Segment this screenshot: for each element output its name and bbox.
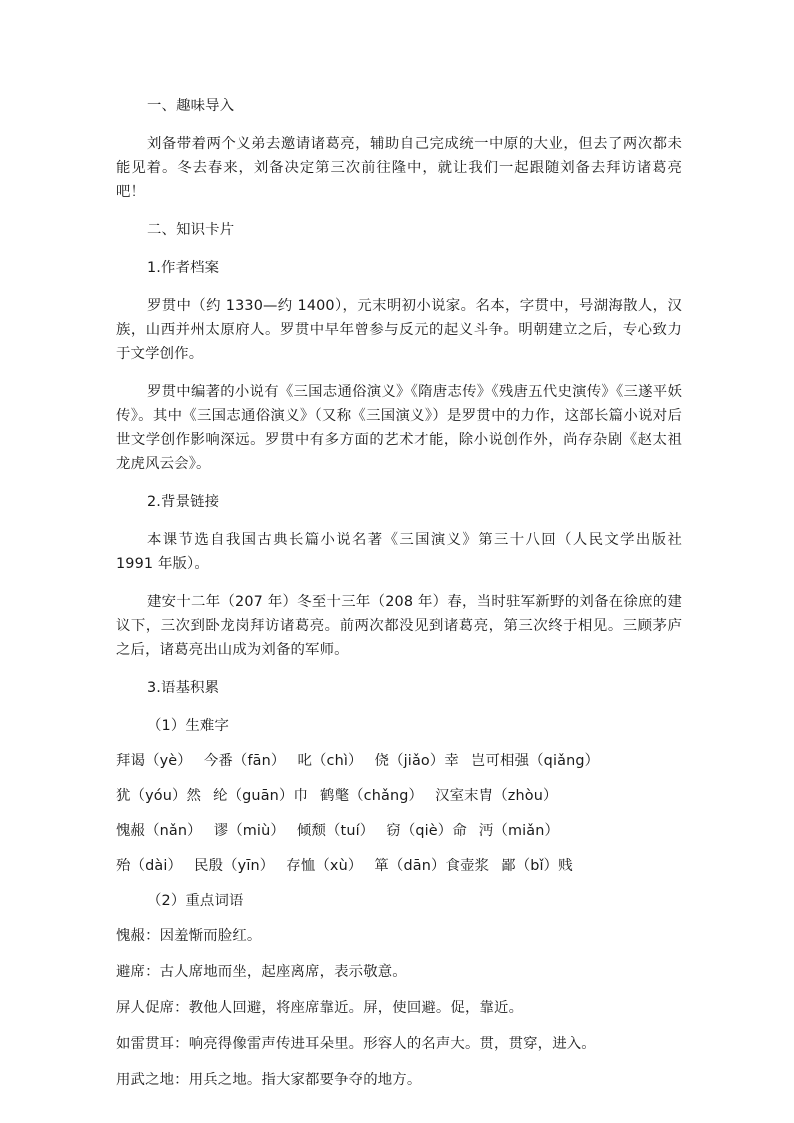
- intro-paragraph: 刘备带着两个义弟去邀请诸葛亮，辅助自己完成统一中原的大业，但去了两次都未能见着。冬去春来，刘备决定第三次前往隆中，就让我们一起跟随刘备去拜访诸葛亮吧！: [116, 136, 682, 200]
- chars-row: [116, 784, 682, 808]
- char-item: 殆（dài）: [116, 858, 183, 874]
- char-item: 谬（miù）: [213, 823, 285, 839]
- char-item: 箪（dān）食壶浆: [374, 858, 490, 874]
- char-item: 汉室末胄（zhòu）: [435, 788, 558, 804]
- char-item: 叱（chì）: [297, 753, 363, 769]
- chars-row: [116, 749, 682, 773]
- char-item: 拜谒（yè）: [116, 753, 192, 769]
- term-item: 如雷贯耳：响亮得像雷声传进耳朵里。形容人的名声大。贯，贯穿，进入。: [116, 1036, 596, 1052]
- chars-row: [116, 819, 682, 843]
- char-item: 犹（yóu）然: [116, 788, 202, 804]
- char-item: 岂可相强（qiǎng）: [470, 753, 600, 769]
- subheading-author: 1.作者档案: [147, 260, 220, 276]
- term-item: 用武之地：用兵之地。指大家都要争夺的地方。: [116, 1072, 422, 1088]
- term-item: 愧赧：因羞惭而脸红。: [116, 928, 262, 944]
- background-paragraph-2: 建安十二年（207 年）冬至十三年（208 年）春，当时驻军新野的刘备在徐庶的建议下，三次到卧龙岗拜访诸葛亮。前两次都没见到诸葛亮，第三次终于相见。三顾茅庐之后，诸葛亮出山成为刘备的军师。: [116, 594, 682, 658]
- term-item: 屏人促席：教他人回避，将座席靠近。屏，使回避。促，靠近。: [116, 1000, 524, 1016]
- char-item: 民殷（yīn）: [194, 858, 275, 874]
- document-content: [116, 94, 682, 1104]
- subheading-background: 2.背景链接: [147, 494, 220, 510]
- char-item: 侥（jiǎo）幸: [374, 753, 459, 769]
- char-item: 纶（guān）巾: [213, 788, 309, 804]
- background-paragraph-1: 本课节选自我国古典长篇小说名著《三国演义》第三十八回（人民文学出版社 1991 年版）。: [116, 532, 682, 572]
- char-item: 鹤氅（chǎng）: [320, 788, 424, 804]
- char-item: 今番（fān）: [203, 753, 286, 769]
- subheading-terms: （2）重点词语: [147, 893, 244, 909]
- char-item: 愧赧（nǎn）: [116, 823, 202, 839]
- term-item: 避席：古人席地而坐，起座离席，表示敬意。: [116, 964, 407, 980]
- char-item: 窃（qiè）命: [386, 823, 467, 839]
- char-item: 存恤（xù）: [286, 858, 363, 874]
- char-item: 沔（miǎn）: [478, 823, 560, 839]
- chars-row: [116, 854, 682, 878]
- subheading-chars: （1）生难字: [147, 718, 230, 734]
- char-item: 倾颓（tuí）: [296, 823, 375, 839]
- author-paragraph-1: 罗贯中（约 1330—约 1400），元末明初小说家。名本，字贯中，号湖海散人，汉族，山西并州太原府人。罗贯中早年曾参与反元的起义斗争。明朝建立之后，专心致力于文学创作。: [116, 298, 682, 362]
- char-item: 鄙（bǐ）贱: [501, 858, 573, 874]
- section-heading-intro: 一、趣味导入: [147, 98, 235, 114]
- section-heading-knowledge: 二、知识卡片: [147, 222, 235, 238]
- subheading-vocab: 3.语基积累: [147, 680, 220, 696]
- author-paragraph-2: 罗贯中编著的小说有《三国志通俗演义》《隋唐志传》《残唐五代史演传》《三遂平妖传》。其中《三国志通俗演义》（又称《三国演义》）是罗贯中的力作，这部长篇小说对后世文学创作影响深远。罗贯中有多方面的艺术才能，除小说创作外，尚存杂剧《赵太祖龙虎风云会》。: [116, 384, 682, 472]
